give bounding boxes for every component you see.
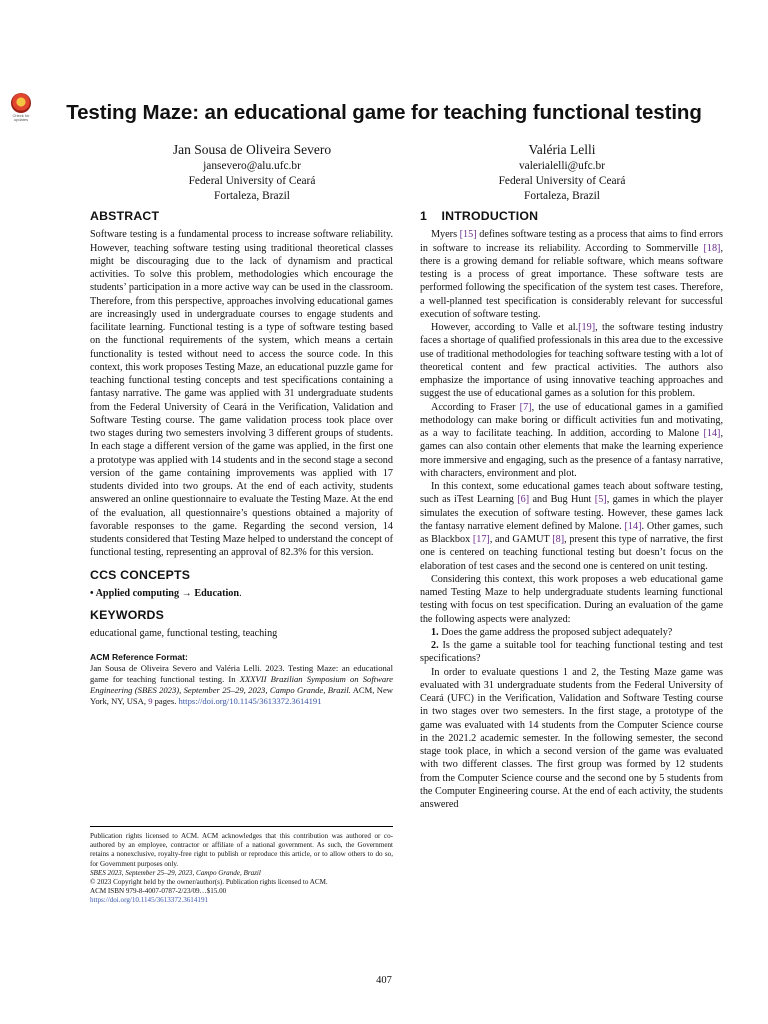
page-number: 407 bbox=[376, 975, 392, 986]
text-span: . Other games, such as Blackbox bbox=[420, 520, 723, 545]
ccs-heading: CCS CONCEPTS bbox=[90, 567, 191, 582]
keywords-text: educational game, functional testing, teaching bbox=[90, 628, 278, 640]
ref-doi-link[interactable]: https://doi.org/10.1145/3613372.3614191 bbox=[178, 696, 322, 707]
introduction-heading-text: 1 INTRODUCTION bbox=[420, 209, 539, 223]
footnote-conference bbox=[90, 869, 393, 878]
author-affiliation: Federal University of Ceará bbox=[188, 175, 316, 187]
research-question-1 bbox=[420, 626, 723, 639]
citation-link[interactable]: [8] bbox=[552, 534, 565, 545]
author-block-2 bbox=[412, 142, 712, 204]
citation-link[interactable]: [7] bbox=[519, 401, 532, 413]
author-email: valerialelli@ufc.br bbox=[518, 160, 606, 172]
ccs-item-b: Education bbox=[194, 587, 240, 599]
text-span: and Bug Hunt bbox=[529, 494, 595, 506]
acm-reference-text bbox=[90, 663, 393, 708]
text-span: , the software testing industry faces a shortage of qualified professionals in this area due to the excessive use of traditional methodologies for teaching software testing with a lot of theoretical content and few practical activities. The authors also emphasize the importance of using innovative teaching approaches and suggest the use of educational games as a solution for this problem. bbox=[420, 322, 724, 400]
text-span: , the use of educational games in a gamified methodology can make boring or difficult activities fun and motivating, as a way to facilitate teaching. In addition, according to Malone bbox=[420, 401, 723, 439]
footnote bbox=[90, 826, 393, 906]
ref-venue: XXXVII Brazilian Symposium on Software Engineering (SBES 2023), September 25–29, 2023, Campo Grande, Brazil. bbox=[90, 673, 393, 695]
badge-caption: Check for updates bbox=[12, 113, 30, 122]
author-name: Jan Sousa de Oliveira Severo bbox=[172, 142, 332, 157]
ccs-item-a: Applied computing bbox=[95, 587, 180, 599]
left-column bbox=[90, 210, 393, 707]
citation-link[interactable]: [14] bbox=[703, 428, 721, 439]
author-email: jansevero@alu.ufc.br bbox=[203, 160, 301, 172]
keywords-heading: KEYWORDS bbox=[90, 608, 165, 622]
intro-paragraph-5: Considering this context, this work proposes a web educational game named Testing Maze to help undergraduate students learning functional testing with focus on test specification. During an evaluation of the game the following aspects were analyzed: bbox=[420, 573, 723, 625]
citation-link[interactable]: [19] bbox=[578, 322, 596, 333]
text-span: , and GAMUT bbox=[489, 534, 553, 545]
text-span: defines software testing as a process that aims to find errors in software to increase its reliability. According to Sommerville bbox=[420, 229, 724, 254]
citation-link[interactable]: [6] bbox=[517, 494, 530, 506]
citation-link[interactable]: [18] bbox=[703, 242, 721, 254]
introduction-heading bbox=[420, 210, 723, 223]
intro-paragraph-4 bbox=[420, 480, 723, 573]
ref-pages[interactable]: 9 bbox=[148, 696, 153, 707]
abstract-heading: ABSTRACT bbox=[90, 209, 160, 223]
research-question-2 bbox=[420, 639, 723, 666]
footnote-rights: Publication rights licensed to ACM. ACM acknowledges that this contribution was authored or co-authored by an employee, contractor or affiliate of a national government. As such, the Government retains a nonexclusive, royalty-free right to publish or reproduce this article, or to allow others to do so, for Government purposes only. bbox=[90, 832, 393, 868]
ccs-concepts bbox=[90, 587, 393, 600]
text-span: In this context, some educational games teach about software testing, such as iTest Learning bbox=[420, 481, 723, 506]
abstract-text: Software testing is a fundamental process to increase software reliability. However, teaching software testing using traditional theoretical classes might be discouraging due to the lack of dynamism and practical activities. To solve this problem, methodologies which encourage the students’ participation in a more active way can be used in the classroom. Therefore, from this perspective, approaches involving educational games are increasingly used in undergraduate courses to engage students and facilitate learning. Functional testing is a type of software testing based on the functional requirements of the system, which means a certain functionality is tested without need to access the source code. In this context, this work proposes Testing Maze, an educational puzzle game for teaching functional testing concepts and test specifications containing a fantasy narrative. The game was applied with 31 undergraduate students from the Federal University of Ceará in the Verification, Validation and Software Testing course. The game validation process took place over two stages during two semesters involving 3 different groups of students. In each stage a different version of the game was applied, in the first one a prototype was applied with 14 students and in the second stage a second version of the game containing improvements was applied with 17 students divided into two groups. At the end of each activity, students answered an online questionnaire to evaluate the Testing Maze. At the end of the evaluation, all questionnaire’s questions obtained a majority of favorable responses to the game. Regarding the second version, 14 students considered that Testing Maze helped to understand the concept of functional testing, representing an approval of 82.3% for this version. bbox=[90, 229, 393, 559]
author-location: Fortaleza, Brazil bbox=[524, 190, 600, 202]
text-span: , games can also contain other elements that make the learning experience more immersive and engaging, such as the presence of a fantasy narrative, with characters, environment and plot. bbox=[420, 428, 723, 479]
text-span: , games in which the player simulates the execution of software testing. However, these games lack the fantasy narrative element defined by Malone. bbox=[420, 494, 724, 532]
paper-title: Testing Maze: an educational game for teaching functional testing bbox=[66, 101, 702, 124]
footnote-isbn: ACM ISBN 979-8-4007-0787-2/23/09…$15.00 bbox=[90, 887, 227, 896]
author-location: Fortaleza, Brazil bbox=[214, 190, 290, 202]
footnote-conference-text: SBES 2023, September 25–29, 2023, Campo Grande, Brazil bbox=[90, 868, 261, 877]
text-span: According to Fraser bbox=[431, 401, 520, 413]
intro-paragraph-2 bbox=[420, 321, 723, 401]
question-text: Is the game a suitable tool for teaching functional testing and test specifications? bbox=[420, 640, 723, 665]
text-span: , present this type of narrative, the first one is centered on teaching functional testing but doesn’t focus on the elaboration of test cases and the second one is centered on unit testing. bbox=[420, 534, 723, 572]
footnote-doi[interactable]: https://doi.org/10.1145/3613372.3614191 bbox=[90, 896, 209, 905]
footnote-copyright: © 2023 Copyright held by the owner/author(s). Publication rights licensed to ACM. bbox=[90, 878, 328, 887]
intro-paragraph-3 bbox=[420, 401, 723, 481]
author-block-1 bbox=[102, 142, 402, 204]
ccs-bullet: • bbox=[90, 587, 94, 599]
author-name: Valéria Lelli bbox=[528, 142, 596, 157]
question-number: 1. bbox=[431, 626, 439, 638]
intro-paragraph-1 bbox=[420, 228, 723, 321]
text-span: , there is a growing demand for reliable software, which means software testing is a process of great importance. These software tests are performed following the specification of the system test cases. Therefore, a well-planned test specification is considerably relevant for successful execution of software testing. bbox=[420, 242, 723, 320]
ccs-end: . bbox=[239, 587, 242, 599]
text-span: However, according to Valle et al. bbox=[431, 322, 579, 333]
text-span: Myers bbox=[431, 229, 460, 241]
ccs-arrow: → bbox=[181, 587, 192, 599]
author-affiliation: Federal University of Ceará bbox=[498, 175, 626, 187]
intro-paragraph-6: In order to evaluate questions 1 and 2, the Testing Maze game was evaluated with 31 undergraduate students from the Federal University of Ceará (UFC) in the Verification, Validation and Software Testing course in two stages over two semesters. In the first stage, a prototype of the game was evaluated with 14 students from the Computer Science course in the 2021.2 academic semester. In the following semester, the second stage took place, in which a second version of the game was evaluated with two different classes. The first group was formed by 12 students from the Computer Science course and the second one by 5 students from the Computer Engineering course. At the end of each activity, the students answered bbox=[420, 666, 723, 810]
citation-link[interactable]: [14] bbox=[624, 520, 642, 532]
question-text: Does the game address the proposed subject adequately? bbox=[438, 626, 673, 638]
citation-link[interactable]: [5] bbox=[594, 494, 607, 506]
question-number: 2. bbox=[431, 640, 439, 651]
ref-part2: ACM, New York, NY, USA, bbox=[90, 684, 393, 707]
ref-part3: pages. bbox=[152, 696, 179, 707]
ref-part1: Jan Sousa de Oliveira Severo and Valéria Lelli. 2023. Testing Maze: an educational game for teaching functional testing. In bbox=[90, 662, 393, 684]
citation-link[interactable]: [17] bbox=[472, 534, 490, 545]
citation-link[interactable]: [15] bbox=[459, 229, 477, 241]
right-column bbox=[420, 210, 723, 811]
acm-reference-heading: ACM Reference Format: bbox=[90, 651, 188, 662]
